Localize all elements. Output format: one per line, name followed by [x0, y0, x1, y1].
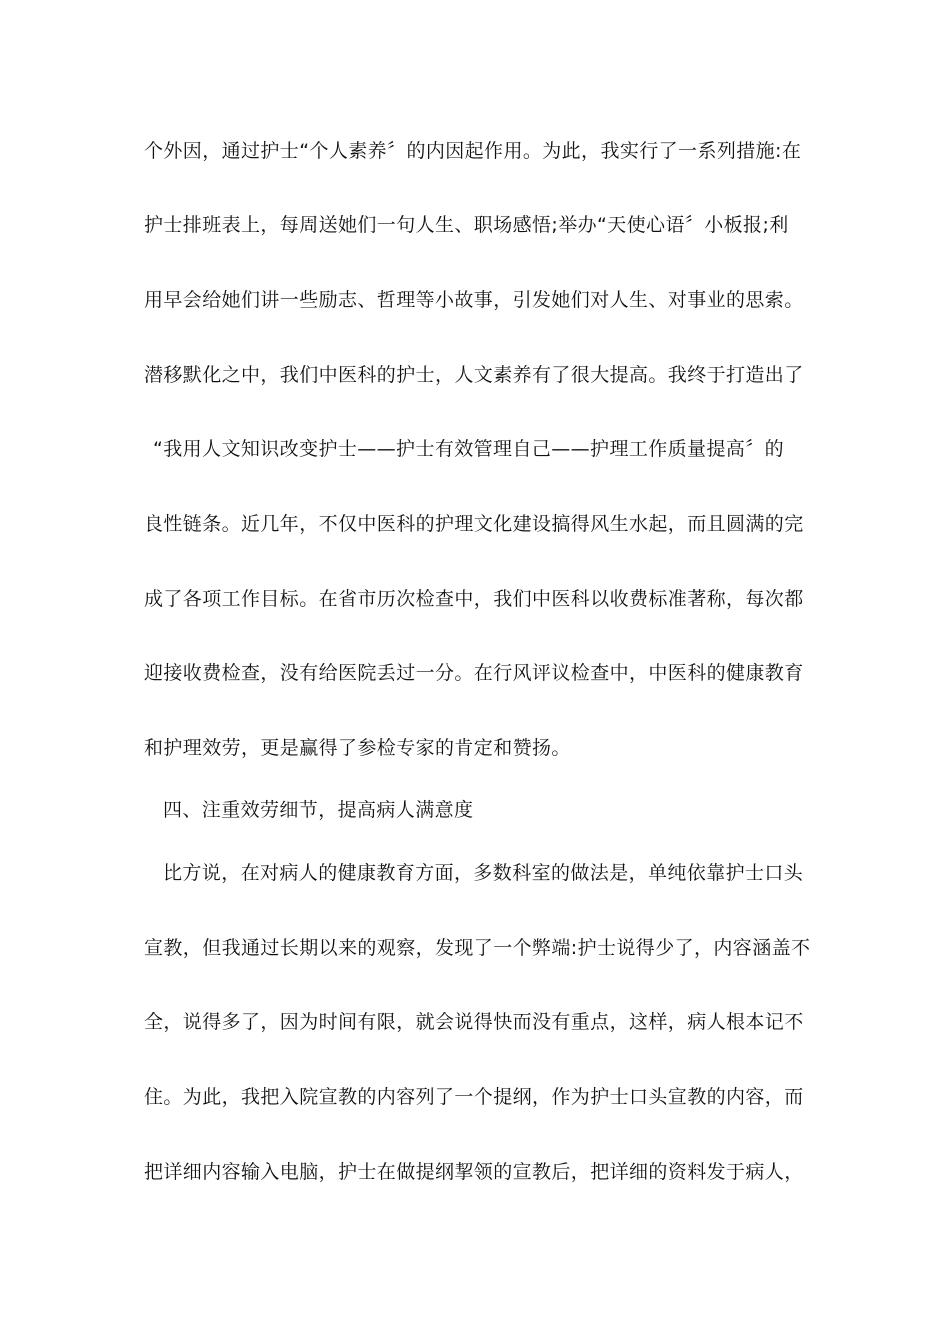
- text-line-5: “我用人文知识改变护士——护士有效管理自己——护理工作质量提高〞的: [153, 438, 785, 460]
- text-line-6: 良性链条。近几年，不仅中医科的护理文化建设搞得风生水起，而且圆满的完: [144, 513, 804, 535]
- text-line-12: 宣教，但我通过长期以来的观察，发现了一个弊端:护士说得少了，内容涵盖不: [144, 937, 811, 959]
- text-line-1: 个外因，通过护士“个人素养〞的内因起作用。为此，我实行了一系列措施:在: [144, 140, 802, 162]
- text-line-13: 全，说得多了，因为时间有限，就会说得快而没有重点，这样，病人根本记不: [144, 1011, 804, 1033]
- section-heading: 四、注重效劳细节，提高病人满意度: [163, 799, 474, 821]
- text-line-8: 迎接收费检查，没有给医院丢过一分。在行风评议检查中，中医科的健康教育: [144, 662, 804, 684]
- text-line-15: 把详细内容输入电脑，护士在做提纲挈领的宣教后，把详细的资料发于病人，: [144, 1161, 804, 1183]
- text-line-3: 用早会给她们讲一些励志、哲理等小故事，引发她们对人生、对事业的思索。: [144, 289, 804, 311]
- text-line-2: 护士排班表上，每周送她们一句人生、职场感悟;举办“天使心语〞小板报;利: [144, 214, 789, 236]
- text-line-7: 成了各项工作目标。在省市历次检查中，我们中医科以收费标准著称，每次都: [144, 588, 804, 610]
- text-line-11: 比方说，在对病人的健康教育方面，多数科室的做法是，单纯依靠护士口头: [163, 862, 804, 884]
- text-line-14: 住。为此，我把入院宣教的内容列了一个提纲，作为护士口头宣教的内容，而: [144, 1086, 804, 1108]
- text-line-4: 潜移默化之中，我们中医科的护士，人文素养有了很大提高。我终于打造出了: [144, 364, 804, 386]
- text-line-9: 和护理效劳，更是赢得了参检专家的肯定和赞扬。: [144, 737, 571, 759]
